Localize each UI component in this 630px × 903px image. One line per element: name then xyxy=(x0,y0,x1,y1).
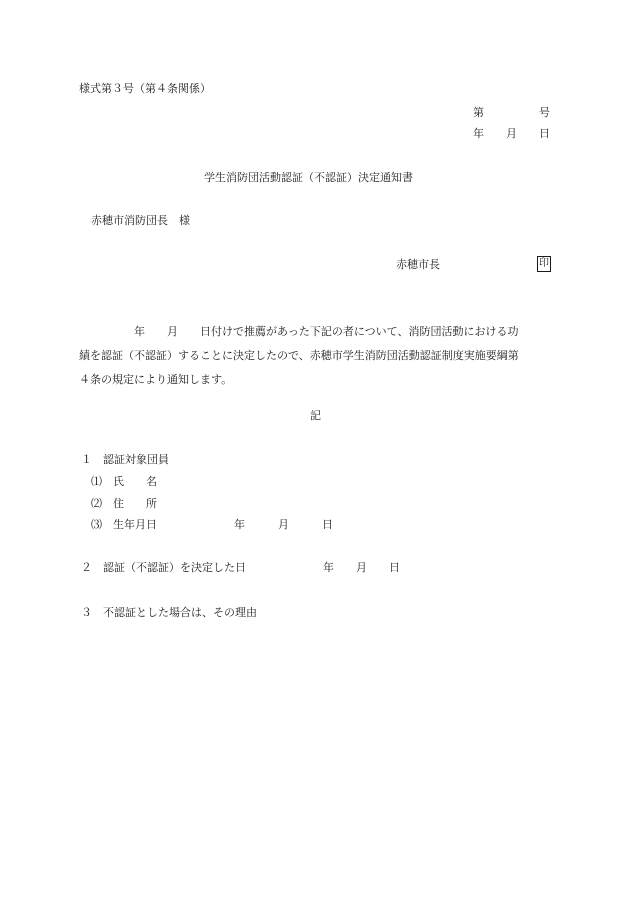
addressee: 赤穂市消防団長 様 xyxy=(91,214,190,227)
document-title: 学生消防団活動認証（不認証）決定通知書 xyxy=(204,171,413,184)
seal-box: 印 xyxy=(537,256,551,272)
notice-body-line-1: 年 月 日付けで推薦があった下記の者について、消防団活動における功 xyxy=(79,325,519,338)
item-3-reason: ３ 不認証とした場合は、その理由 xyxy=(81,606,257,619)
notice-body xyxy=(79,320,559,392)
form-label: 様式第３号（第４条関係） xyxy=(79,82,211,95)
notice-body-line-2: 績を認証（不認証）することに決定したので、赤穂市学生消防団活動認証制度実施要綱第 xyxy=(79,349,519,362)
notice-body-line-3: ４条の規定により通知します。 xyxy=(79,373,233,386)
item-1-address: ⑵ 住 所 xyxy=(91,497,157,510)
item-2-decision-date: ２ 認証（不認証）を決定した日 年 月 日 xyxy=(81,561,400,574)
ki-heading: 記 xyxy=(310,409,321,422)
item-1-birthdate: ⑶ 生年月日 年 月 日 xyxy=(91,518,333,531)
document-date-line: 年 月 日 xyxy=(473,127,550,140)
document-number-line: 第 号 xyxy=(473,106,550,119)
item-1-title: １ 認証対象団員 xyxy=(81,453,169,466)
item-1-name: ⑴ 氏 名 xyxy=(91,475,157,488)
sender-name: 赤穂市長 xyxy=(396,258,440,271)
